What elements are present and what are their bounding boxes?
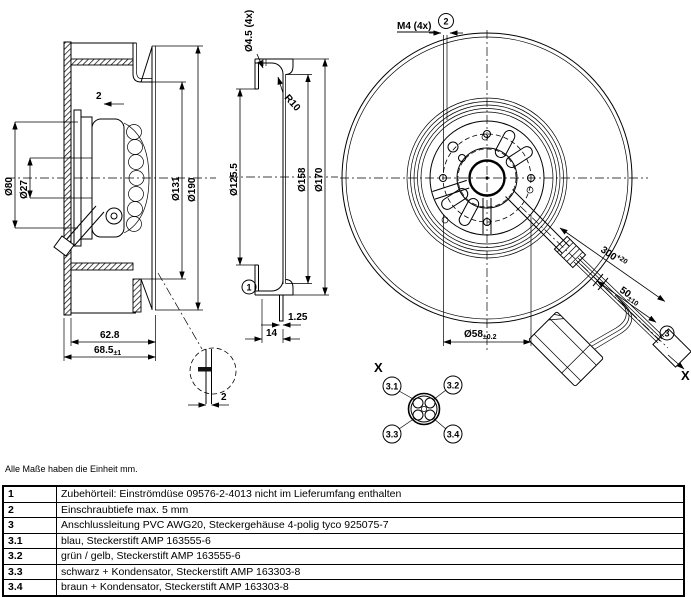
cable-break-mark [598, 278, 608, 290]
svg-text:X: X [374, 360, 383, 375]
spigot-tail [280, 295, 284, 321]
wire-end-ferrule [653, 329, 691, 367]
row-text: Zubehörteil: Einströmdüse 09576-2-4013 nicht im Lieferumfang enthalten [57, 486, 685, 502]
svg-text:Ø58±0.2: $Ø58_{\pm 0.2}$ [464, 329, 497, 341]
inlet-ring-bottom [133, 279, 141, 312]
svg-text:2: 2 [221, 392, 227, 403]
svg-text:1.25: 1.25 [288, 312, 308, 323]
row-text: Anschlussleitung PVC AWG20, Steckergehäuse 4-polig tyco 925075-7 [57, 518, 685, 534]
row-id: 3.1 [3, 533, 57, 549]
row-id: 2 [3, 502, 57, 518]
row-id: 3 [3, 518, 57, 534]
flange-profile-bottom [255, 265, 293, 295]
svg-text:M4 (4x): M4 (4x) [397, 21, 432, 32]
svg-text:68.5±1: $68.5_{\pm 1}$ [94, 345, 122, 357]
svg-text:Ø80: Ø80 [4, 177, 15, 196]
cable-assembly [506, 190, 691, 387]
flange-bar-top [71, 59, 133, 65]
svg-text:Ø131: Ø131 [171, 176, 182, 201]
pin-label-3-4 [444, 425, 462, 443]
dim-plate-thickness [96, 91, 124, 104]
svg-text:Ø125.5: Ø125.5 [229, 163, 240, 196]
connector-housing [529, 312, 604, 387]
svg-text:3.3: 3.3 [385, 429, 399, 440]
row-id: 1 [3, 486, 57, 502]
view-arrow-x [668, 355, 690, 383]
svg-text:14: 14 [266, 328, 278, 339]
mounting-plate [64, 42, 71, 315]
svg-text:3.1: 3.1 [385, 381, 399, 392]
table-row [3, 486, 684, 502]
svg-text:2: 2 [443, 16, 449, 27]
pin-label-3-2 [444, 376, 462, 394]
row-text: schwarz + Kondensator, Steckerstift AMP 163303-8 [57, 564, 685, 580]
svg-text:R10: R10 [281, 92, 303, 114]
svg-text:3: 3 [664, 328, 670, 339]
svg-text:Ø170: Ø170 [314, 167, 325, 192]
unit-note: Alle Maße haben die Einheit mm. [5, 464, 138, 474]
svg-text:300+20: $300^{+20}$ [598, 244, 629, 266]
row-id: 3.4 [3, 580, 57, 596]
cable-grommet [106, 208, 122, 224]
row-id: 3.2 [3, 549, 57, 565]
callout-1 [242, 280, 256, 294]
svg-text:2: 2 [96, 91, 102, 102]
connector-detail-x [374, 360, 462, 443]
section-view [229, 10, 338, 343]
table-row [3, 502, 684, 518]
row-text: braun + Kondensator, Steckerstift AMP 163303-8 [57, 580, 685, 596]
svg-text:50±10: $50_{\pm 10}$ [617, 284, 640, 308]
table-row [3, 549, 684, 565]
flange-bar-bottom [71, 263, 133, 270]
table-row [3, 564, 684, 580]
row-text: Einschraubtiefe max. 5 mm [57, 502, 685, 518]
legend-table [2, 485, 685, 597]
dim-step-1-25 [261, 312, 308, 325]
table-row [3, 580, 684, 596]
table-row [3, 518, 684, 534]
svg-text:Ø190: Ø190 [187, 177, 198, 202]
table-row [3, 533, 684, 549]
svg-text:Ø158: Ø158 [297, 167, 308, 192]
svg-text:Ø27: Ø27 [19, 180, 30, 199]
front-view [340, 14, 691, 387]
svg-text:3.4: 3.4 [446, 429, 460, 440]
row-text: blau, Steckerstift AMP 163555-6 [57, 533, 685, 549]
svg-text:X: X [681, 368, 690, 383]
svg-text:62.8: 62.8 [100, 330, 120, 341]
detail-bubble [158, 273, 236, 405]
pin-label-3-3 [383, 425, 401, 443]
detail-plate-section [198, 367, 212, 372]
svg-text:3.2: 3.2 [446, 380, 460, 391]
dim-dia-131 [141, 82, 186, 279]
svg-text:Ø4.5 (4x): Ø4.5 (4x) [244, 9, 255, 52]
dim-dia-190 [187, 46, 198, 310]
side-view [4, 42, 236, 405]
dim-radius-r10 [278, 77, 303, 114]
svg-text:1: 1 [246, 282, 252, 293]
row-text: grün / gelb, Steckerstift AMP 163555-6 [57, 549, 685, 565]
pin-label-3-1 [383, 377, 401, 395]
dim-cable-300 [560, 217, 672, 301]
cable-gland [554, 236, 585, 267]
connector-face [409, 394, 440, 425]
row-id: 3.3 [3, 564, 57, 580]
